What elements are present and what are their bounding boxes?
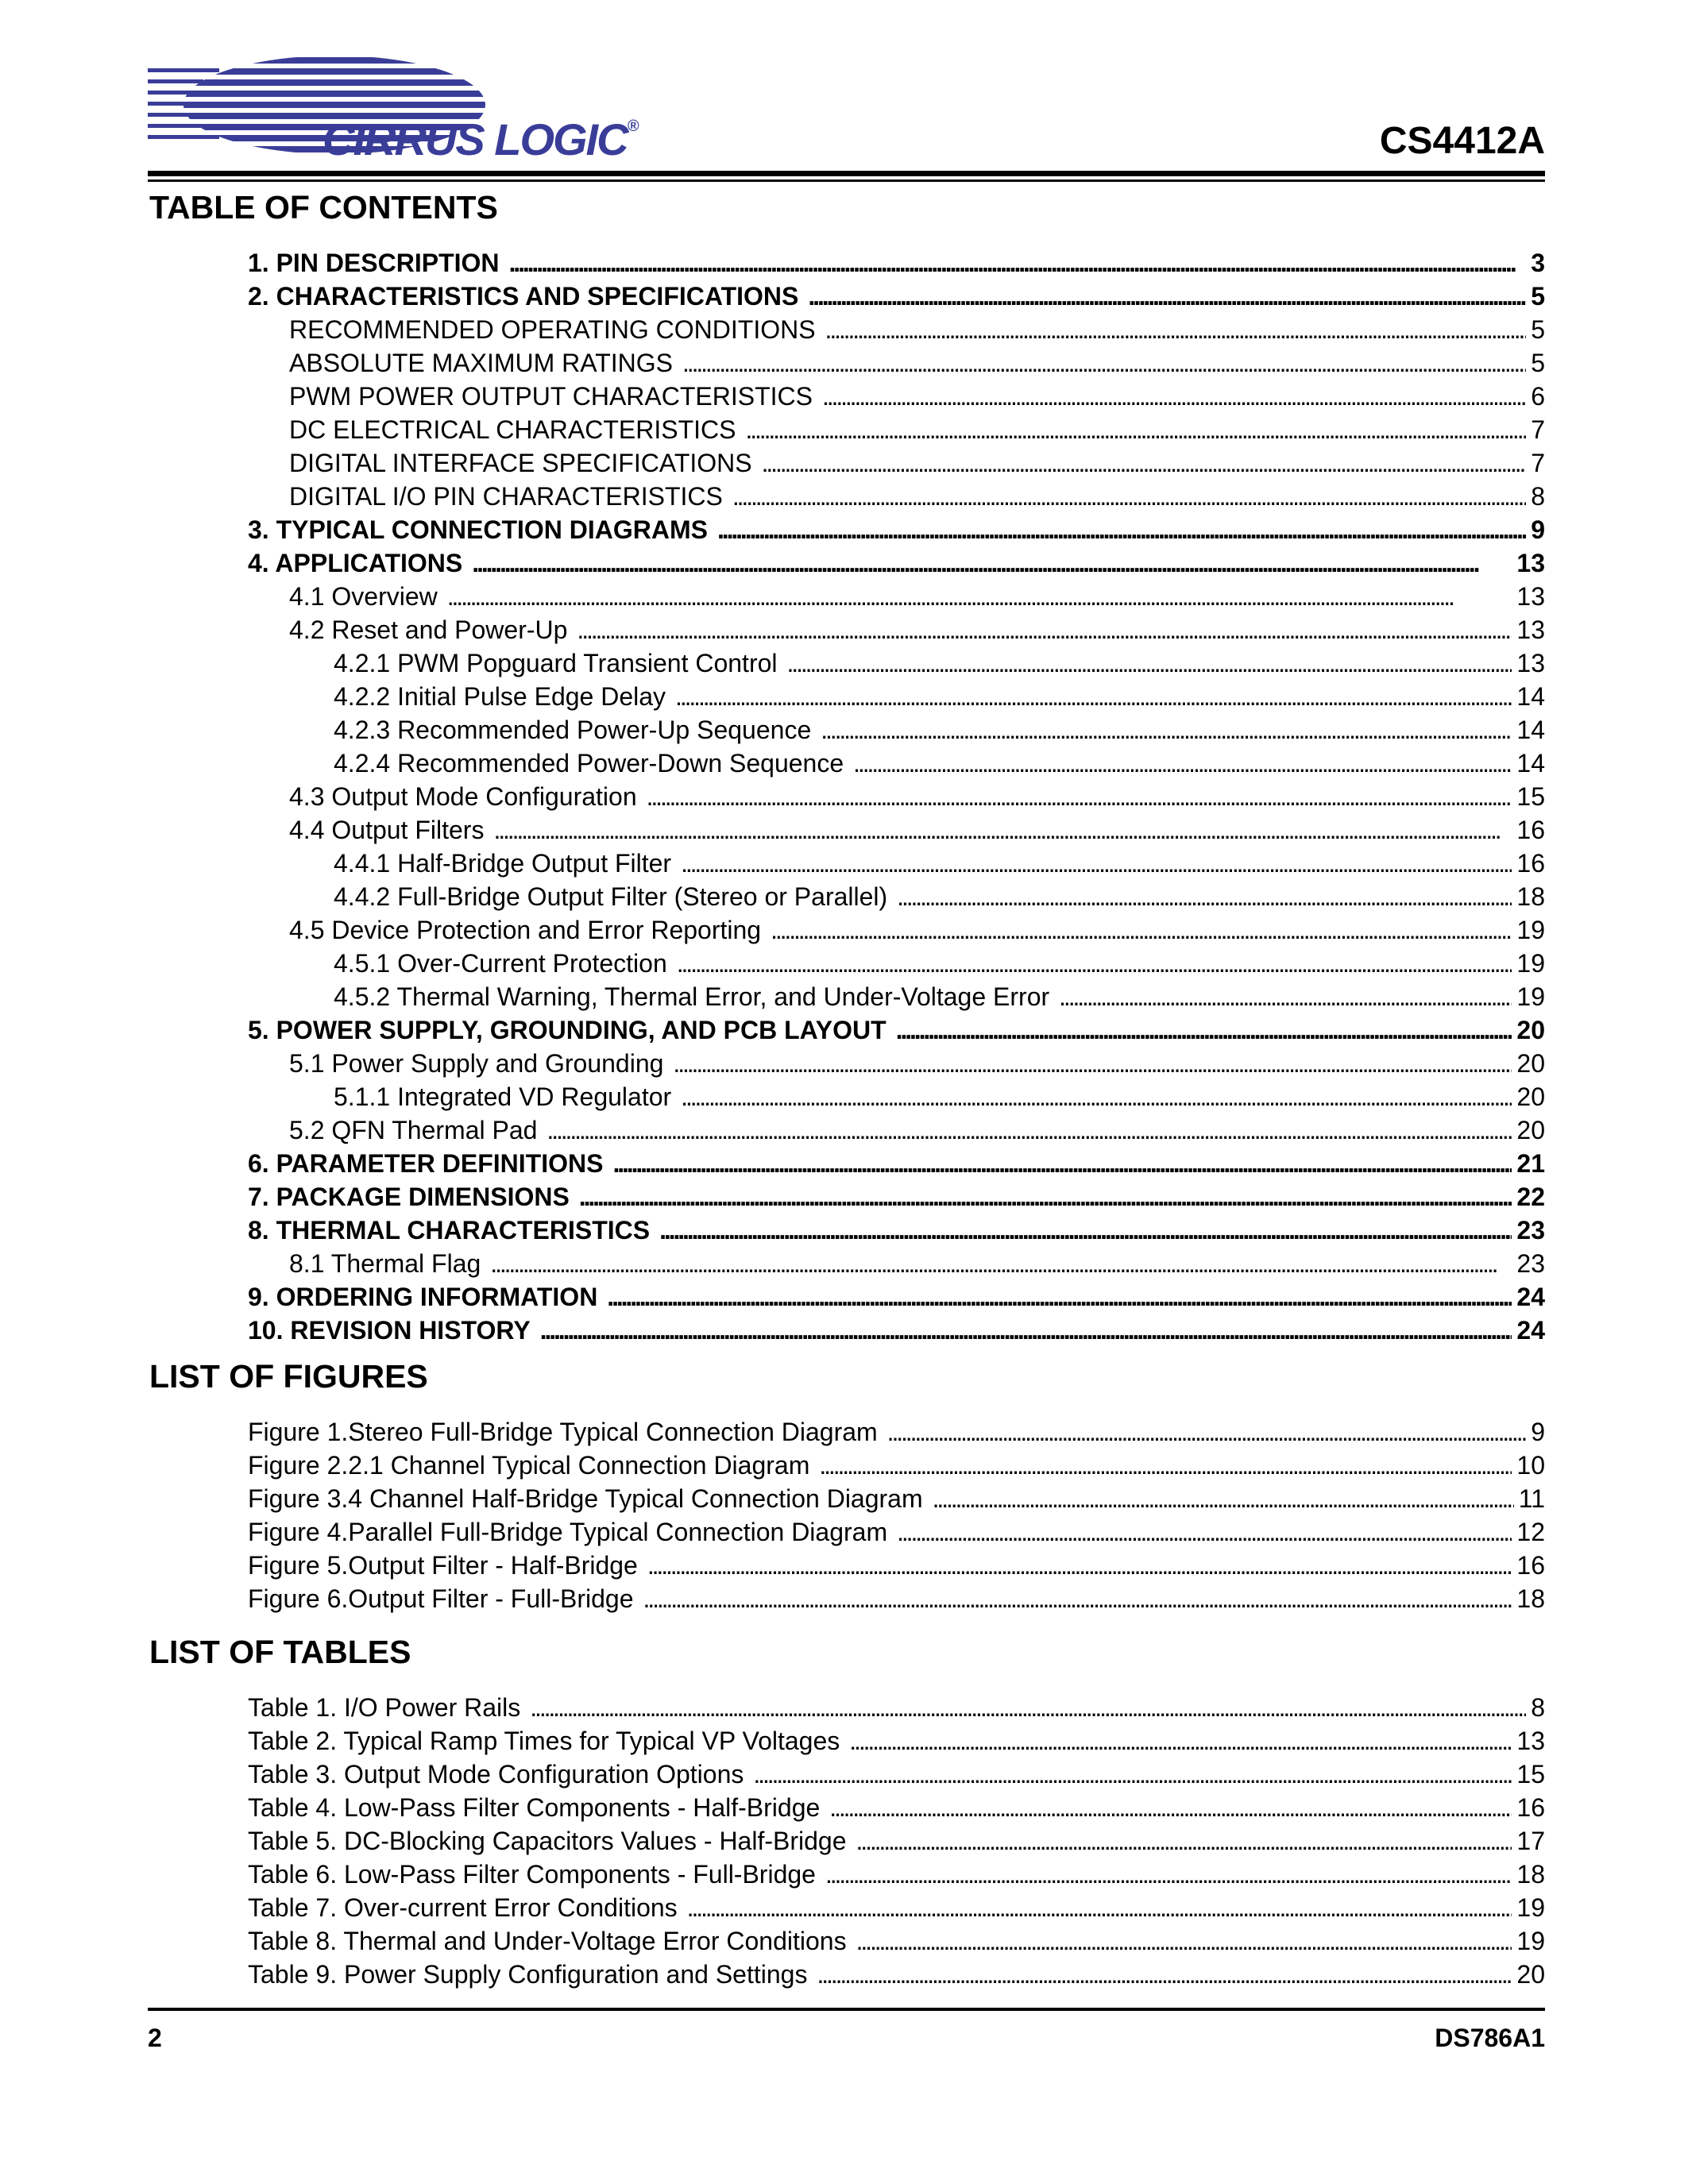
dot-leader (933, 1482, 1514, 1515)
figure-entry-page: 10 (1516, 1451, 1545, 1480)
dot-leader (490, 1247, 1512, 1280)
dot-leader (647, 1549, 1512, 1582)
toc-entry[interactable] (248, 480, 1545, 513)
dot-leader (681, 1080, 1512, 1113)
toc-entry-page: 15 (1516, 782, 1545, 811)
figure-entry-label: Figure 2.2.1 Channel Typical Connection Diagram (248, 1451, 810, 1480)
toc-entry[interactable] (248, 680, 1545, 713)
toc-entry[interactable] (248, 1047, 1545, 1080)
toc-entry-label: 4.4.1 Half-Bridge Output Filter (334, 849, 672, 878)
dot-leader (808, 280, 1526, 313)
toc-entry-label: 4.2.2 Initial Pulse Edge Delay (334, 682, 666, 711)
toc-entry-page: 9 (1531, 515, 1545, 544)
table-entry-page: 8 (1531, 1693, 1545, 1722)
table-entry-label: Table 9. Power Supply Configuration and Settings (248, 1960, 808, 1989)
toc-entry[interactable] (248, 947, 1545, 980)
dot-leader (643, 1582, 1512, 1615)
dot-leader (817, 1958, 1512, 1991)
toc-entry-page: 24 (1516, 1316, 1545, 1345)
toc-entry-label: 8.1 Thermal Flag (289, 1249, 481, 1278)
dot-leader (856, 1824, 1512, 1858)
toc-entry-page: 20 (1516, 1082, 1545, 1111)
toc-entry-label: 4.2.3 Recommended Power-Up Sequence (334, 716, 812, 744)
dot-leader (896, 1013, 1512, 1047)
footer-page-number: 2 (148, 2024, 162, 2052)
toc-entry[interactable] (248, 980, 1545, 1013)
toc-entry-page: 3 (1531, 249, 1545, 277)
part-number: CS4412A (1379, 120, 1545, 162)
dot-leader (897, 880, 1512, 913)
figure-entry-page: 9 (1531, 1418, 1545, 1446)
figure-entry-page: 16 (1516, 1551, 1545, 1580)
toc-entry-page: 13 (1516, 582, 1545, 611)
toc-entry-label: 5. POWER SUPPLY, GROUNDING, AND PCB LAYOUT (248, 1016, 886, 1044)
dot-leader (530, 1691, 1526, 1724)
figure-entry-page: 12 (1516, 1518, 1545, 1546)
table-entry-page: 17 (1516, 1827, 1545, 1855)
dot-leader (717, 513, 1526, 546)
toc-entry-page: 19 (1516, 982, 1545, 1011)
toc-entry[interactable] (248, 1013, 1545, 1047)
figure-entry[interactable] (248, 1482, 1545, 1515)
header-rule-thin (148, 179, 1545, 182)
toc-entry[interactable] (248, 646, 1545, 680)
dot-leader (675, 680, 1512, 713)
tables-title: LIST OF TABLES (149, 1634, 411, 1670)
dot-leader (677, 947, 1512, 980)
table-entry-label: Table 4. Low-Pass Filter Components - Half-Bridge (248, 1793, 821, 1822)
figure-entry-page: 18 (1516, 1584, 1545, 1613)
toc-entry-page: 19 (1516, 916, 1545, 944)
toc-entry[interactable] (248, 313, 1545, 346)
toc-entry-label: 4.4.2 Full-Bridge Output Filter (Stereo or Parallel) (334, 882, 888, 911)
toc-entry[interactable] (248, 1080, 1545, 1113)
toc-entry[interactable] (248, 613, 1545, 646)
figure-entry-label: Figure 3.4 Channel Half-Bridge Typical Connection Diagram (248, 1484, 923, 1513)
toc-entry-label: 5.1.1 Integrated VD Regulator (334, 1082, 672, 1111)
table-entry-label: Table 3. Output Mode Configuration Options (248, 1760, 744, 1788)
toc-entry-label: 4.2 Reset and Power-Up (289, 615, 568, 644)
toc-entry-label: RECOMMENDED OPERATING CONDITIONS (289, 315, 816, 344)
toc-entry-page: 7 (1531, 449, 1545, 477)
toc-entry[interactable] (248, 1147, 1545, 1180)
dot-leader (577, 613, 1512, 646)
table-entry[interactable] (248, 1758, 1545, 1791)
toc-entry[interactable] (248, 246, 1545, 280)
toc-entry-label: 4.1 Overview (289, 582, 438, 611)
dot-leader (897, 1515, 1512, 1549)
dot-leader (1059, 980, 1512, 1013)
table-entry[interactable] (248, 1791, 1545, 1824)
toc-entry-page: 8 (1531, 482, 1545, 511)
toc-title: TABLE OF CONTENTS (149, 189, 498, 226)
toc-entry-page: 14 (1516, 682, 1545, 711)
dot-leader (612, 1147, 1512, 1180)
toc-entry-page: 20 (1516, 1049, 1545, 1078)
figure-entry[interactable] (248, 1549, 1545, 1582)
dot-leader (762, 446, 1527, 480)
toc-entry[interactable] (248, 1280, 1545, 1314)
toc-entry-page: 18 (1516, 882, 1545, 911)
dot-leader (825, 313, 1527, 346)
toc-entry-page: 5 (1531, 282, 1545, 311)
toc-entry[interactable] (248, 280, 1545, 313)
toc-entry-label: 3. TYPICAL CONNECTION DIAGRAMS (248, 515, 708, 544)
table-entry-label: Table 5. DC-Blocking Capacitors Values - Half-Bridge (248, 1827, 847, 1855)
dot-leader (682, 346, 1526, 380)
toc-entry-page: 5 (1531, 349, 1545, 377)
cirrus-logic-logo (148, 56, 640, 167)
dot-leader (856, 1924, 1512, 1958)
toc-entry-label: ABSOLUTE MAXIMUM RATINGS (289, 349, 674, 377)
dot-leader (493, 813, 1512, 847)
toc-entry[interactable] (248, 1113, 1545, 1147)
toc-entry[interactable] (248, 580, 1545, 613)
toc-entry-label: 4.3 Output Mode Configuration (289, 782, 637, 811)
dot-leader (745, 413, 1526, 446)
toc-entry-page: 14 (1516, 749, 1545, 778)
figure-entry-label: Figure 6.Output Filter - Full-Bridge (248, 1584, 634, 1613)
toc-entry-label: 8. THERMAL CHARACTERISTICS (248, 1216, 651, 1244)
dot-leader (540, 1314, 1512, 1347)
toc-entry-page: 16 (1516, 849, 1545, 878)
toc-entry[interactable] (248, 713, 1545, 747)
dot-leader (825, 1858, 1512, 1891)
toc-entry-page: 22 (1516, 1183, 1545, 1211)
toc-entry-label: 5.2 QFN Thermal Pad (289, 1116, 538, 1144)
table-entry-page: 19 (1516, 1927, 1545, 1955)
toc-entry-label: 4. APPLICATIONS (248, 549, 463, 577)
toc-entry-label: 10. REVISION HISTORY (248, 1316, 531, 1345)
toc-entry[interactable] (248, 1247, 1545, 1280)
toc-entry-label: 5.1 Power Supply and Grounding (289, 1049, 664, 1078)
dot-leader (509, 246, 1527, 280)
toc-entry-page: 24 (1516, 1283, 1545, 1311)
toc-entry-page: 21 (1516, 1149, 1545, 1178)
dot-leader (819, 1449, 1512, 1482)
toc-entry[interactable] (248, 747, 1545, 780)
figure-entry[interactable] (248, 1449, 1545, 1482)
logo-brand-text: CIRRUS LOGIC (323, 114, 628, 164)
figure-entry[interactable] (248, 1415, 1545, 1449)
toc-entry-label: PWM POWER OUTPUT CHARACTERISTICS (289, 382, 813, 411)
dot-leader (732, 480, 1526, 513)
footer-doc-id: DS786A1 (1435, 2024, 1545, 2052)
toc-entry[interactable] (248, 546, 1545, 580)
dot-leader (659, 1214, 1512, 1247)
dot-leader (687, 1891, 1512, 1924)
toc-entry-page: 19 (1516, 949, 1545, 978)
toc-entry[interactable] (248, 380, 1545, 413)
dot-leader (822, 380, 1526, 413)
toc-entry[interactable] (248, 780, 1545, 813)
toc-entry[interactable] (248, 847, 1545, 880)
dot-leader (472, 546, 1512, 580)
toc-entry[interactable] (248, 1180, 1545, 1214)
table-entry[interactable] (248, 1924, 1545, 1958)
registered-mark: ® (627, 118, 638, 135)
dot-leader (849, 1724, 1512, 1758)
table-entry-page: 18 (1516, 1860, 1545, 1889)
toc-entry-label: 4.2.4 Recommended Power-Down Sequence (334, 749, 844, 778)
toc-entry[interactable] (248, 813, 1545, 847)
table-entry-label: Table 1. I/O Power Rails (248, 1693, 521, 1722)
toc-entry-page: 14 (1516, 716, 1545, 744)
toc-entry-label: 7. PACKAGE DIMENSIONS (248, 1183, 570, 1211)
table-entry[interactable] (248, 1858, 1545, 1891)
figures-list (248, 1415, 1545, 1615)
toc-entry-page: 7 (1531, 415, 1545, 444)
table-entry[interactable] (248, 1691, 1545, 1724)
table-entry-label: Table 8. Thermal and Under-Voltage Error Conditions (248, 1927, 847, 1955)
toc-entry-label: 9. ORDERING INFORMATION (248, 1283, 598, 1311)
toc-entry-page: 13 (1516, 649, 1545, 677)
toc-entry[interactable] (248, 513, 1545, 546)
dot-leader (753, 1758, 1512, 1791)
dot-leader (821, 713, 1512, 747)
toc-entry[interactable] (248, 913, 1545, 947)
table-entry[interactable] (248, 1724, 1545, 1758)
header-rule (148, 171, 1545, 176)
dot-leader (647, 780, 1512, 813)
table-entry-label: Table 6. Low-Pass Filter Components - Full-Bridge (248, 1860, 816, 1889)
dot-leader (829, 1791, 1512, 1824)
toc-entry-label: DC ELECTRICAL CHARACTERISTICS (289, 415, 736, 444)
dot-leader (771, 913, 1512, 947)
toc-list (248, 246, 1545, 1347)
table-entry[interactable] (248, 1891, 1545, 1924)
toc-entry[interactable] (248, 1314, 1545, 1347)
toc-entry-label: 4.4 Output Filters (289, 816, 485, 844)
tables-list (248, 1691, 1545, 1991)
toc-entry[interactable] (248, 880, 1545, 913)
footer-rule (148, 2008, 1545, 2011)
table-entry-page: 13 (1516, 1727, 1545, 1755)
dot-leader (447, 580, 1512, 613)
toc-entry-label: 4.2.1 PWM Popguard Transient Control (334, 649, 778, 677)
toc-entry-page: 5 (1531, 315, 1545, 344)
dot-leader (887, 1415, 1527, 1449)
toc-entry-label: DIGITAL INTERFACE SPECIFICATIONS (289, 449, 752, 477)
figures-title: LIST OF FIGURES (149, 1358, 428, 1395)
toc-entry-page: 6 (1531, 382, 1545, 411)
table-entry[interactable] (248, 1824, 1545, 1858)
figure-entry-label: Figure 5.Output Filter - Half-Bridge (248, 1551, 638, 1580)
toc-entry[interactable] (248, 446, 1545, 480)
table-entry-page: 19 (1516, 1893, 1545, 1922)
toc-entry-label: 2. CHARACTERISTICS AND SPECIFICATIONS (248, 282, 799, 311)
svg-text:CIRRUS LOGIC® (323, 114, 639, 164)
dot-leader (787, 646, 1512, 680)
table-entry-label: Table 7. Over-current Error Conditions (248, 1893, 678, 1922)
dot-leader (579, 1180, 1512, 1214)
dot-leader (681, 847, 1512, 880)
table-entry-label: Table 2. Typical Ramp Times for Typical VP Voltages (248, 1727, 840, 1755)
toc-entry-label: DIGITAL I/O PIN CHARACTERISTICS (289, 482, 723, 511)
figure-entry-label: Figure 1.Stereo Full-Bridge Typical Connection Diagram (248, 1418, 878, 1446)
toc-entry-label: 1. PIN DESCRIPTION (248, 249, 500, 277)
toc-entry-label: 4.5 Device Protection and Error Reporting (289, 916, 762, 944)
dot-leader (607, 1280, 1512, 1314)
table-entry-page: 15 (1516, 1760, 1545, 1788)
toc-entry[interactable] (248, 346, 1545, 380)
toc-entry-page: 23 (1516, 1249, 1545, 1278)
figure-entry[interactable] (248, 1515, 1545, 1549)
figure-entry-label: Figure 4.Parallel Full-Bridge Typical Connection Diagram (248, 1518, 888, 1546)
toc-entry-page: 23 (1516, 1216, 1545, 1244)
table-entry-page: 16 (1516, 1793, 1545, 1822)
toc-entry-page: 16 (1516, 816, 1545, 844)
toc-entry-page: 13 (1516, 549, 1545, 577)
toc-entry-page: 20 (1516, 1116, 1545, 1144)
toc-entry-label: 4.5.1 Over-Current Protection (334, 949, 667, 978)
table-entry[interactable] (248, 1958, 1545, 1991)
toc-entry[interactable] (248, 413, 1545, 446)
dot-leader (853, 747, 1512, 780)
toc-entry-label: 6. PARAMETER DEFINITIONS (248, 1149, 604, 1178)
toc-entry-label: 4.5.2 Thermal Warning, Thermal Error, and Under-Voltage Error (334, 982, 1050, 1011)
toc-entry[interactable] (248, 1214, 1545, 1247)
toc-entry-page: 13 (1516, 615, 1545, 644)
figure-entry[interactable] (248, 1582, 1545, 1615)
figure-entry-page: 11 (1518, 1484, 1545, 1513)
dot-leader (547, 1113, 1512, 1147)
table-entry-page: 20 (1516, 1960, 1545, 1989)
dot-leader (673, 1047, 1512, 1080)
toc-entry-page: 20 (1516, 1016, 1545, 1044)
